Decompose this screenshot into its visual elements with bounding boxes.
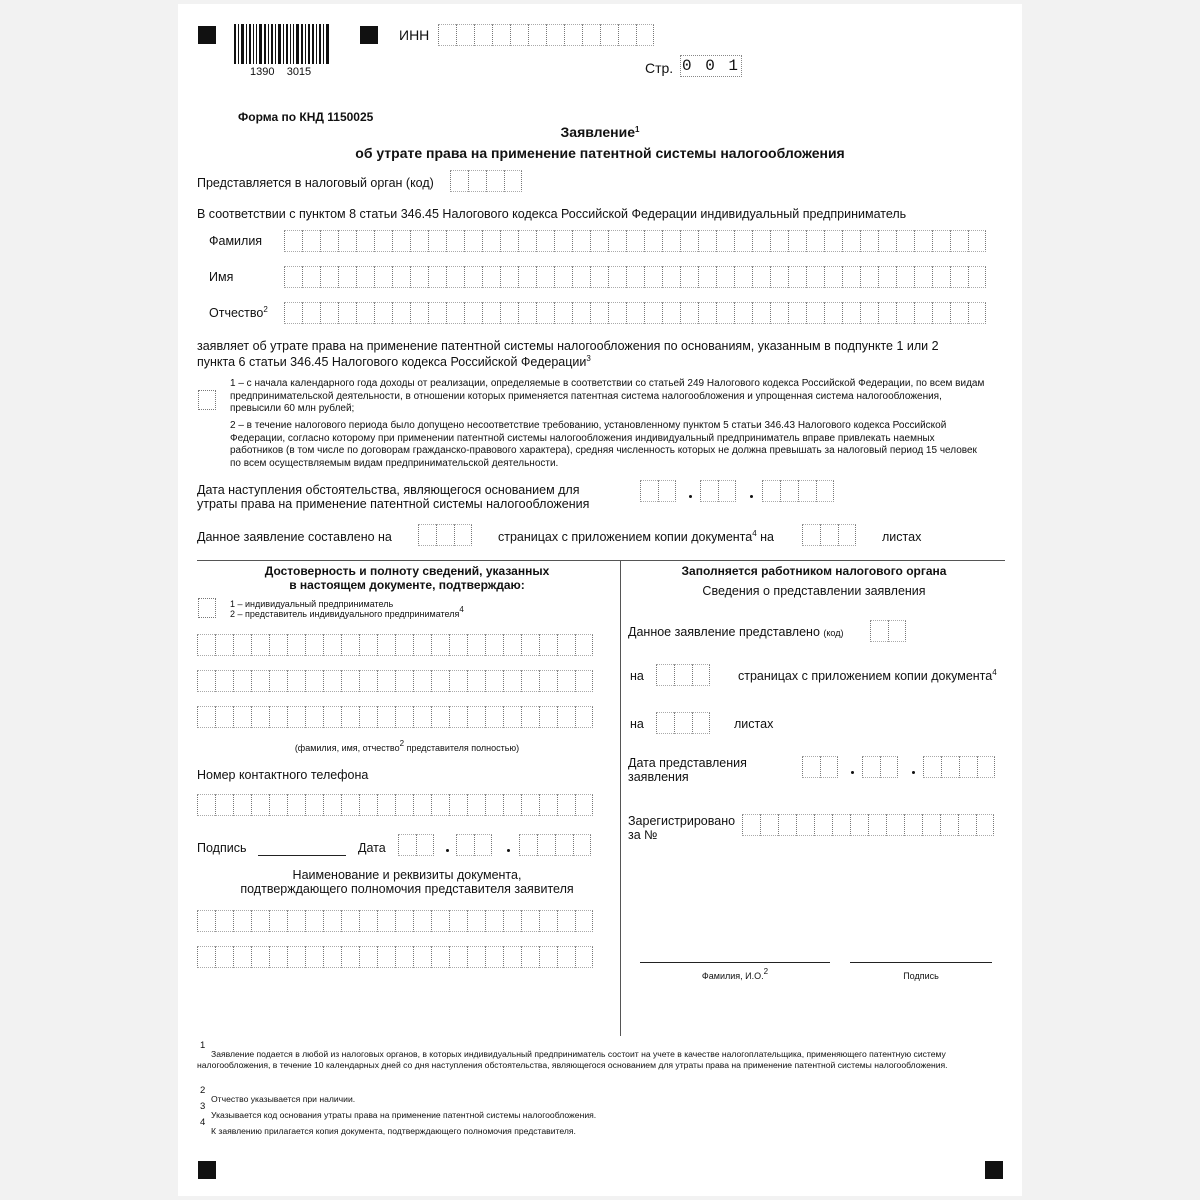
registration-number-field[interactable] bbox=[742, 814, 994, 836]
date-separator bbox=[912, 771, 915, 774]
sign-year-field[interactable] bbox=[519, 834, 591, 856]
barcode-number: 1390 3015 bbox=[250, 66, 312, 78]
pages-mid-text: страницах с приложением копии документа$^4$ на bbox=[498, 529, 775, 544]
doc-field-line-2[interactable] bbox=[197, 946, 593, 968]
patronymic-field[interactable] bbox=[284, 302, 986, 324]
circumstance-date-label-1: Дата наступления обстоятельства, являющегося основанием для bbox=[197, 483, 580, 497]
title-line1: Заявление$^1$ bbox=[560, 124, 640, 140]
doc-title-1: Наименование и реквизиты документа, bbox=[292, 868, 522, 882]
official-date-label-1: Дата представления bbox=[628, 756, 747, 770]
official-month-field[interactable] bbox=[862, 756, 898, 778]
representative-fio-line-1[interactable] bbox=[197, 634, 593, 656]
inn-field[interactable] bbox=[438, 24, 654, 46]
official-title: Заполняется работником налогового органа bbox=[681, 564, 947, 578]
declares-line1: заявляет об утрате права на применение патентной системы налогообложения по основаниям, указанным в подпункте 1 или 2 bbox=[197, 339, 939, 353]
official-on-1: на bbox=[630, 669, 644, 683]
doc-field-line-1[interactable] bbox=[197, 910, 593, 932]
submission-code-field[interactable] bbox=[870, 620, 906, 642]
footnote-3-text: Указывается код основания утраты права на применение патентной системы налогообложения. bbox=[211, 1110, 597, 1120]
name-field[interactable] bbox=[284, 266, 986, 288]
date-separator bbox=[750, 495, 753, 498]
circumstance-year-field[interactable] bbox=[762, 480, 834, 502]
phone-label: Номер контактного телефона bbox=[197, 768, 369, 782]
corner-marker-top-left bbox=[198, 26, 216, 44]
inn-label: ИНН bbox=[399, 27, 430, 43]
signer-type-field[interactable] bbox=[198, 598, 216, 618]
sign-day-field[interactable] bbox=[398, 834, 434, 856]
signature-label: Подпись bbox=[197, 841, 247, 855]
corner-marker-bottom-right bbox=[985, 1161, 1003, 1179]
official-date-label-2: заявления bbox=[628, 770, 689, 784]
page-number-field[interactable] bbox=[680, 55, 742, 77]
official-pages-field[interactable] bbox=[656, 664, 710, 686]
ground-code-field[interactable] bbox=[198, 390, 216, 410]
patronymic-label: Отчество$^2$ bbox=[209, 305, 268, 320]
submitted-label: Данное заявление представлено (код) bbox=[628, 625, 844, 639]
representative-fio-line-3[interactable] bbox=[197, 706, 593, 728]
name-label: Имя bbox=[209, 270, 234, 284]
date-separator bbox=[507, 849, 510, 852]
footnote-2-number: 2 bbox=[200, 1085, 206, 1096]
phone-field[interactable] bbox=[197, 794, 593, 816]
sheets-count-field[interactable] bbox=[802, 524, 856, 546]
page-label: Стр. bbox=[645, 60, 674, 76]
sheets-label: листах bbox=[882, 530, 922, 544]
ground-2-text: 2 – в течение налогового периода было допущено несоответствие требованию, установленному пунктом 5 статьи 346.43 Налогового кодекса Российской Федерации, согласно которому при применении патентной системы налогообложения индивидуальный предприниматель вправе привлекать наемных работников (в том числе по договорам гражданско-правового характера), средняя численность которых не должна превышать за налоговый период 15 человек по всем осуществляемым видам предпринимательской деятельности. bbox=[230, 420, 977, 469]
corner-marker-bottom-left bbox=[198, 1161, 216, 1179]
registered-label-2: за № bbox=[628, 828, 658, 842]
pages-count-field[interactable] bbox=[418, 524, 472, 546]
footnote-1-number: 1 bbox=[200, 1040, 206, 1051]
official-sign-line[interactable] bbox=[850, 962, 992, 963]
confirm-title-2: в настоящем документе, подтверждаю: bbox=[289, 578, 525, 592]
ground-1-text: 1 – с начала календарного года доходы от реализации, определяемые в соответствии со статьей 249 Налогового кодекса Российской Федерации, по всем видам предпринимательской деятельности, в отношении которых применяется патентная система налогообложения и упрощенная система налогообложения, превысили 60 млн рублей; bbox=[230, 378, 985, 414]
official-year-field[interactable] bbox=[923, 756, 995, 778]
date-separator bbox=[446, 849, 449, 852]
intro-text: В соответствии с пунктом 8 статьи 346.45 Налогового кодекса Российской Федерации индивидуальный предприниматель bbox=[197, 207, 907, 221]
tax-authority-label: Представляется в налоговый орган (код) bbox=[197, 176, 434, 190]
confirm-title-1: Достоверность и полноту сведений, указанных bbox=[264, 564, 550, 578]
form-page bbox=[178, 4, 1022, 1196]
official-name-caption: Фамилия, И.О.2 bbox=[701, 967, 769, 981]
sign-date-label: Дата bbox=[358, 841, 386, 855]
footnote-2-text: Отчество указывается при наличии. bbox=[211, 1094, 356, 1104]
barcode bbox=[234, 24, 331, 64]
representative-fio-line-2[interactable] bbox=[197, 670, 593, 692]
section-divider bbox=[197, 560, 1005, 561]
doc-title-2: подтверждающего полномочия представителя заявителя bbox=[240, 882, 574, 896]
registered-label-1: Зарегистрировано bbox=[628, 814, 736, 828]
footnote-1-text: Заявление подается в любой из налоговых органов, в которых индивидуальный предприниматель состоит на учете в качестве налогоплательщика, применяющего патентную систему налогообложения, в течение 10 календарных дней со дня наступления обстоятельства, являющегося основанием для утраты права на применение патентной системы налогообложения. bbox=[197, 1049, 948, 1070]
official-name-line[interactable] bbox=[640, 962, 830, 963]
signer-option-1: 1 – индивидуальный предприниматель bbox=[230, 599, 394, 609]
footnote-4-text: К заявлению прилагается копия документа, подтверждающего полномочия представителя. bbox=[211, 1126, 576, 1136]
tax-authority-code-field[interactable] bbox=[450, 170, 522, 192]
date-separator bbox=[851, 771, 854, 774]
fio-caption: (фамилия, имя, отчество2 представителя полностью) bbox=[294, 739, 520, 753]
signature-line[interactable] bbox=[258, 855, 346, 856]
footnote-4-number: 4 bbox=[200, 1117, 206, 1128]
sign-month-field[interactable] bbox=[456, 834, 492, 856]
footnote-3-number: 3 bbox=[200, 1101, 206, 1112]
page-number-value: 0 0 1 bbox=[681, 57, 740, 75]
circumstance-date-label-2: утраты права на применение патентной системы налогообложения bbox=[197, 497, 590, 511]
official-sheets-label: листах bbox=[734, 717, 774, 731]
corner-marker-top-mid bbox=[360, 26, 378, 44]
circumstance-month-field[interactable] bbox=[700, 480, 736, 502]
official-subtitle: Сведения о представлении заявления bbox=[702, 584, 926, 598]
date-separator bbox=[689, 495, 692, 498]
title-line2: об утрате права на применение патентной системы налогообложения bbox=[355, 145, 845, 161]
surname-field[interactable] bbox=[284, 230, 986, 252]
pages-label: Данное заявление составлено на bbox=[197, 530, 392, 544]
signer-option-2: 2 – представитель индивидуального предпринимателя4 bbox=[230, 605, 464, 619]
column-divider bbox=[620, 560, 621, 1036]
official-pages-text: страницах с приложением копии документа$^4$ bbox=[738, 668, 997, 683]
form-code: Форма по КНД 1150025 bbox=[238, 110, 374, 124]
circumstance-day-field[interactable] bbox=[640, 480, 676, 502]
official-on-2: на bbox=[630, 717, 644, 731]
official-day-field[interactable] bbox=[802, 756, 838, 778]
declares-line2: пункта 6 статьи 346.45 Налогового кодекса Российской Федерации$^3$ bbox=[197, 354, 591, 369]
official-sign-caption: Подпись bbox=[903, 971, 939, 981]
surname-label: Фамилия bbox=[209, 234, 263, 248]
official-sheets-field[interactable] bbox=[656, 712, 710, 734]
